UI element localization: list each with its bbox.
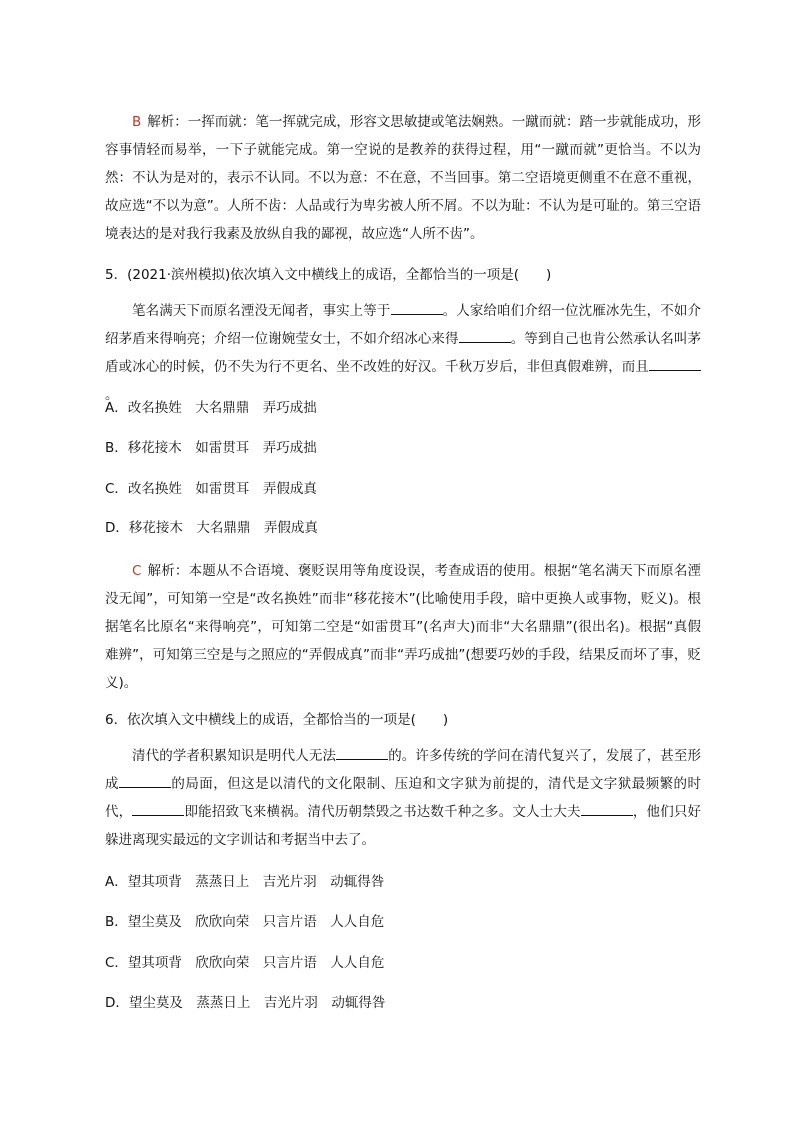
q5-passage-part: 。 [105,387,119,403]
q6-option-d: D．望尘莫及 蒸蒸日上 吉光片羽 动辄得咎 [105,995,386,1011]
q4-explanation-text: 解析：一挥而就：笔一挥就完成，形容文思敏捷或笔法娴熟。一蹴而就：踏一步就能成功，形容事情轻而易举，一下子就能完成。第一空说的是教养的获得过程，用“一蹴而就”更恰当。不以为然：不认为是对的，表示不认同。不以为意：不在意，不当回事。第二空语境更侧重不在意不重视，故应选“不以为意”。人所不齿：人品或行为卑劣被人所不屑。不以为耻：不认为是可耻的。第三空语境表达的是对我行我素及放纵自我的鄙视，故应选“人所不齿”。 [105,114,701,242]
blank-line [336,745,388,760]
q6-passage-part: 的。许多传统的学问在清代复兴了，发展了，甚至形成 [105,748,702,792]
q6-passage-part: 即能招致飞来横祸。清代历朝禁毁之书达数千种之多。文人士大夫 [184,804,581,820]
q5-explanation-text: 解析：本题从不合语境、褒贬误用等角度设误，考查成语的使用。根据“笔名满天下而原名湮没无闻”，可知第一空是“改名换姓”而非“移花接木”(比喻使用手段，暗中更换人或事物，贬义)。根据笔名比原名“来得响亮”，可知第二空是“如雷贯耳”(名声大)而非“大名鼎鼎”(很出名)。根据“真假难辨”，可知第三空是与之照应的“弄假成真”而非“弄巧成拙”(想要巧妙的手段，结果反而坏了事，贬义)。 [105,563,701,691]
q5-explanation [105,557,701,697]
q6-passage [105,742,701,854]
q4-explanation [105,108,701,248]
q6-option-a: A．望其项背 蒸蒸日上 吉光片羽 动辄得咎 [105,874,385,890]
q6-option-b: B．望尘莫及 欣欣向荣 只言片语 人人自危 [105,914,385,930]
q6-passage-part: 的局面，但这是以清代的文化限制、压迫和文字狱为前提的，清代是文字狱最频繁的时代， [105,776,702,820]
q5-passage-part: 笔名满天下而原名湮没无闻者，事实上等于 [132,303,391,319]
blank-line [119,773,171,788]
q5-option-c: C．改名换姓 如雷贯耳 弄假成真 [105,481,317,497]
q5-option-a: A．改名换姓 大名鼎鼎 弄巧成拙 [105,400,317,416]
q5-passage-part: 。人家给咱们介绍一位沈雁冰先生，不如介绍茅盾来得响亮；介绍一位谢婉莹女士，不如介绍冰心来得 [105,303,701,347]
blank-line [581,801,633,816]
q6-option-c: C．望其项背 欣欣向荣 只言片语 人人自危 [105,955,385,971]
q6-stem: 6．依次填入文中横线上的成语，全都恰当的一项是( ) [105,712,449,728]
q5-passage-part: 。等到自己也肯公然承认名叫茅盾或冰心的时候，仍不失为行不更名、坐不改姓的好汉。千秋万岁后，非但真假难辨，而且 [105,331,702,375]
q4-answer-letter: B [132,114,142,130]
q6-passage-part: 清代的学者积累知识是明代人无法 [132,748,337,764]
blank-line [649,356,701,371]
q6-passage-part: ，他们只好躲进离现实最远的文字训诂和考据当中去了。 [105,804,702,848]
blank-line [132,801,184,816]
blank-line [391,300,443,315]
q5-passage [105,297,701,409]
q5-stem: 5．(2021·滨州模拟)依次填入文中横线上的成语，全都恰当的一项是( ) [105,267,552,283]
q5-option-b: B．移花接木 如雷贯耳 弄巧成拙 [105,440,317,456]
blank-line [459,328,511,343]
q5-option-d: D．移花接木 大名鼎鼎 弄假成真 [105,520,318,536]
q5-answer-letter: C [132,563,142,579]
